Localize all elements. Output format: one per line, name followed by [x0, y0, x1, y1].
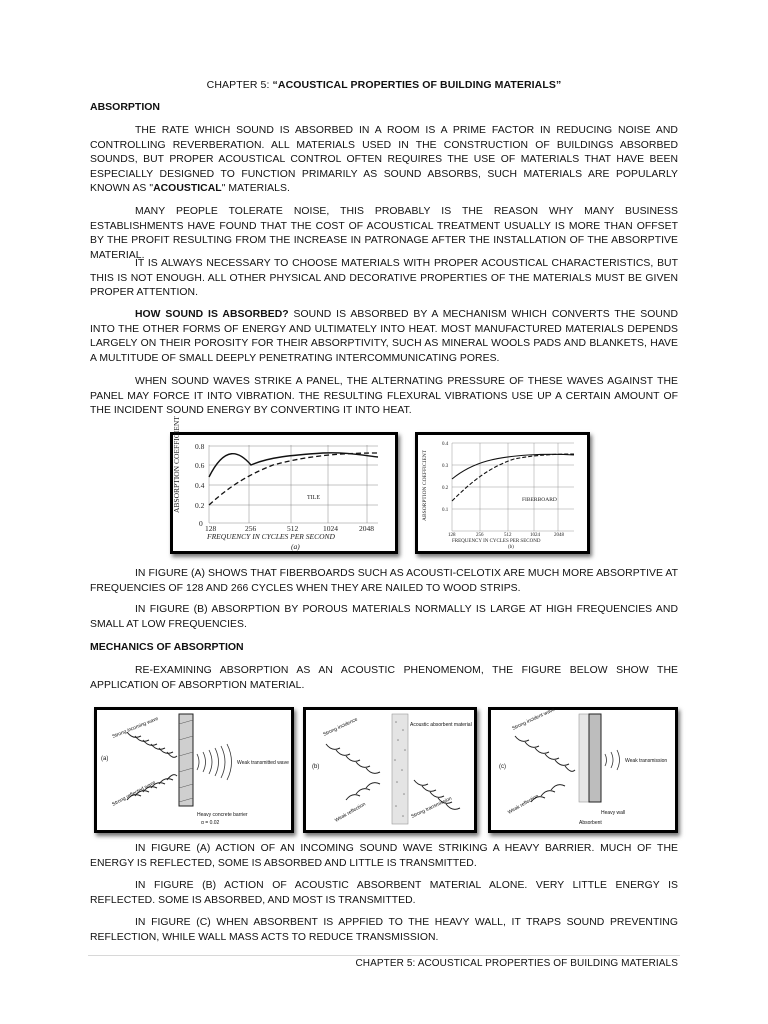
- figure-a-caption: (a): [291, 542, 300, 551]
- paragraph-figure-c-action: IN FIGURE (C) WHEN ABSORBENT IS APPFIED TO THE HEAVY WALL, IT TRAPS SOUND PREVENTING REFLECTION, WHILE WALL MASS ACTS TO REDUCE TRANSMISSION.: [90, 917, 678, 943]
- figure-b-ytick: 0.3: [442, 464, 449, 469]
- footer-divider: [88, 955, 680, 956]
- label-heavy-barrier: Heavy concrete barrier: [197, 812, 248, 818]
- chapter-name: “ACOUSTICAL PROPERTIES OF BUILDING MATERIALS”: [272, 79, 562, 91]
- incidence-wavefronts: [326, 744, 380, 773]
- figure-b-curve-solid: [452, 454, 574, 479]
- label-strong-incident: Strong incident wave: [511, 706, 556, 732]
- figure-a-grid: [209, 445, 378, 523]
- paragraph-absorption-intro: [90, 124, 678, 197]
- paragraph-panel-vibration: WHEN SOUND WAVES STRIKE A PANEL, THE ALTERNATING PRESSURE OF THESE WAVES AGAINST THE PANEL MAY FORCE IT INTO VIBRATION. THE RESULTING FLEXURAL VIBRATIONS USE UP A CERTAIN AMOUNT OF THE INCIDENT SOUND ENERGY BY CONVERTING IT INTO HEAT.: [90, 376, 678, 417]
- figure-a-xtick: 128: [205, 524, 217, 533]
- label-weak-transmitted: Weak transmitted wave: [237, 760, 289, 766]
- figure-a-xtick: 1024: [323, 524, 338, 533]
- figure-b-ylabel: ABSORPTION COEFFICIENT: [422, 449, 428, 521]
- heading-mechanics: MECHANICS OF ABSORPTION: [90, 641, 244, 653]
- figure-a-ytick: 0: [199, 519, 203, 528]
- label-weak-reflection-c: Weak reflection: [507, 793, 540, 816]
- label-absorbent-material: Acoustic absorbent material: [410, 722, 472, 728]
- figure-a-xtick: 2048: [359, 524, 374, 533]
- incoming-wavefronts: [127, 732, 177, 757]
- incident-wavefronts: [515, 736, 575, 771]
- figure-a-curve-label: TILE: [307, 495, 320, 501]
- figure-b-xlabel: FREQUENCY IN CYCLES PER SECOND: [452, 539, 541, 544]
- paragraph-figure-a-action: IN FIGURE (A) ACTION OF AN INCOMING SOUND WAVE STRIKING A HEAVY BARRIER. MUCH OF THE ENERGY IS REFLECTED, SOME IS ABSORBED AND LITTLE IS TRANSMITTED.: [90, 843, 678, 869]
- label-strong-reflected: Strong reflected wave: [111, 779, 157, 808]
- paragraph-figure-a-note: IN FIGURE (A) SHOWS THAT FIBERBOARDS SUCH AS ACOUSTI-CELOTIX ARE MUCH MORE ABSORPTIVE AT FREQUENCIES OF 128 AND 266 CYCLES WHEN THEY ARE NAILED TO WOOD STRIPS.: [90, 568, 678, 594]
- label-coefficient: α = 0.02: [201, 820, 220, 826]
- chapter-prefix: CHAPTER 5:: [206, 79, 273, 91]
- chapter-title: [0, 79, 768, 91]
- reflection-wavefronts: [346, 783, 380, 800]
- label-strong-transmission: Strong transmission: [410, 795, 453, 820]
- figure-b-curve-dashed: [452, 454, 574, 501]
- paragraph-material-choice: IT IS ALWAYS NECESSARY TO CHOOSE MATERIALS WITH PROPER ACOUSTICAL CHARACTERISTICS, BUT THIS IS NOT ENOUGH. ALL OTHER PHYSICAL AND DECORATIVE PROPERTIES OF THE MATERIALS MUST BE GIVEN PROPER ATTENTION.: [90, 258, 678, 299]
- paragraph-figure-b-note: IN FIGURE (B) ABSORPTION BY POROUS MATERIALS NORMALLY IS LARGE AT HIGH FREQUENCIES AND SMALL AT LOW FREQUENCIES.: [90, 604, 678, 630]
- diagram-heavy-barrier: [94, 707, 294, 833]
- figure-b-xtick: 128: [448, 533, 456, 538]
- diagram-absorbent-material: [303, 707, 477, 833]
- figure-a-ylabel: ABSORPTION COEFFICIENT: [172, 416, 181, 513]
- figure-a-ytick: 0.4: [195, 481, 205, 490]
- bold-term: ACOUSTICAL: [153, 183, 222, 195]
- absorbent-panel: [392, 714, 408, 824]
- label-strong-incoming: Strong incoming wave: [111, 715, 160, 740]
- paragraph-text: " MATERIALS.: [221, 183, 290, 195]
- paragraph-figure-b-action: IN FIGURE (B) ACTION OF ACOUSTIC ABSORBENT MATERIAL ALONE. VERY LITTLE ENERGY IS REFLECTED. SOME IS ABSORBED, AND MOST IS TRANSMITTED.: [90, 880, 678, 906]
- label-absorbent: Absorbent: [579, 820, 602, 826]
- label-weak-reflection: Weak reflection: [334, 801, 367, 824]
- absorbent-layer: [579, 714, 589, 802]
- heavy-barrier-wall: [179, 714, 193, 806]
- figure-a-xtick: 256: [245, 524, 257, 533]
- figure-a-ytick: 0.8: [195, 442, 205, 451]
- page-footer: CHAPTER 5: ACOUSTICAL PROPERTIES OF BUILDING MATERIALS: [355, 958, 678, 969]
- label-weak-transmission: Weak transmission: [625, 758, 668, 764]
- paragraph-text: THE RATE WHICH SOUND IS ABSORBED IN A ROOM IS A PRIME FACTOR IN REDUCING NOISE AND CONTROLLING REVERBERATION. ALL MATERIALS USED IN THE CONSTRUCTION OF BUILDINGS ABSORBED SOUNDS, BUT PROPER ACOUSTICAL CONTROL OFTEN REQUIRES THE USE OF MATERIALS THAT HAVE BEEN ESPECIALLY DESIGNED TO FUNCTION PRIMARILY AS SOUND ABSORBS, SUCH MATERIALS ARE POPULARLY KNOWN AS ": [90, 125, 678, 195]
- paragraph-text: SOUND IS ABSORBED BY A MECHANISM WHICH CONVERTS THE SOUND INTO THE OTHER FORMS OF ENERGY AND ULTIMATELY INTO HEAT. MOST MANUFACTURED MATERIALS DEPENDS LARGELY ON THEIR POROSITY FOR THEIR ABSORPTIVITY, SUCH AS MINERAL WOOLS PADS AND BLANKETS, HAVE A MULTITUDE OF SMALL DEEPLY PENETRATING INTERCOMMUNICATING PORES.: [90, 309, 678, 364]
- figure-a-xlabel: FREQUENCY IN CYCLES PER SECOND: [207, 532, 335, 541]
- figure-b-caption: (b): [508, 545, 514, 550]
- figure-a-ytick: 0.2: [195, 501, 205, 510]
- heavy-wall: [589, 714, 601, 802]
- heading-absorption: ABSORPTION: [90, 101, 161, 113]
- diagram-b-tag: (b): [312, 764, 320, 770]
- figure-b-xtick: 512: [504, 533, 512, 538]
- figure-a-ytick: 0.6: [195, 461, 205, 470]
- figure-a-tile-chart: [170, 416, 398, 554]
- figure-b-xtick: 256: [476, 533, 484, 538]
- figure-b-fiberboard-chart: [415, 432, 590, 554]
- weak-transmission-wavefronts: [605, 750, 620, 770]
- label-strong-incidence: Strong incidence: [322, 716, 359, 738]
- paragraph-noise-tolerance: MANY PEOPLE TOLERATE NOISE, THIS PROBABLY IS THE REASON WHY MANY BUSINESS ESTABLISHMENTS HAVE FOUND THAT THE COST OF ACOUSTICAL TREATMENT USUALLY IS MORE THAN OFFSET BY THE PROFIT RESULTING FROM THE INCREASE IN PATRONAGE AFTER THE INSTALLATION OF THE ABSORPTIVE MATERIAL.: [90, 206, 678, 261]
- paragraph-how-absorbed: [90, 308, 678, 366]
- diagram-absorbent-on-wall: [488, 707, 678, 833]
- figure-b-ytick: 0.4: [442, 442, 449, 447]
- label-heavy-wall: Heavy wall: [601, 810, 626, 816]
- figure-b-ytick: 0.2: [442, 486, 449, 491]
- paragraph-mechanics: RE-EXAMINING ABSORPTION AS AN ACOUSTIC PHENOMENOM, THE FIGURE BELOW SHOW THE APPLICATION OF ABSORPTION MATERIAL.: [90, 665, 678, 691]
- transmitted-wavefronts: [197, 744, 232, 780]
- bold-question: HOW SOUND IS ABSORBED?: [135, 309, 289, 320]
- figure-b-curve-label: FIBERBOARD: [522, 497, 557, 503]
- figure-a-xtick: 512: [287, 524, 299, 533]
- diagram-c-tag: (c): [499, 764, 506, 770]
- figure-b-xtick: 1024: [530, 533, 540, 538]
- figure-b-xtick: 2048: [554, 533, 564, 538]
- figure-a-curve-dashed: [209, 453, 378, 505]
- figure-b-ytick: 0.1: [442, 508, 449, 513]
- diagram-a-tag: (a): [101, 756, 109, 762]
